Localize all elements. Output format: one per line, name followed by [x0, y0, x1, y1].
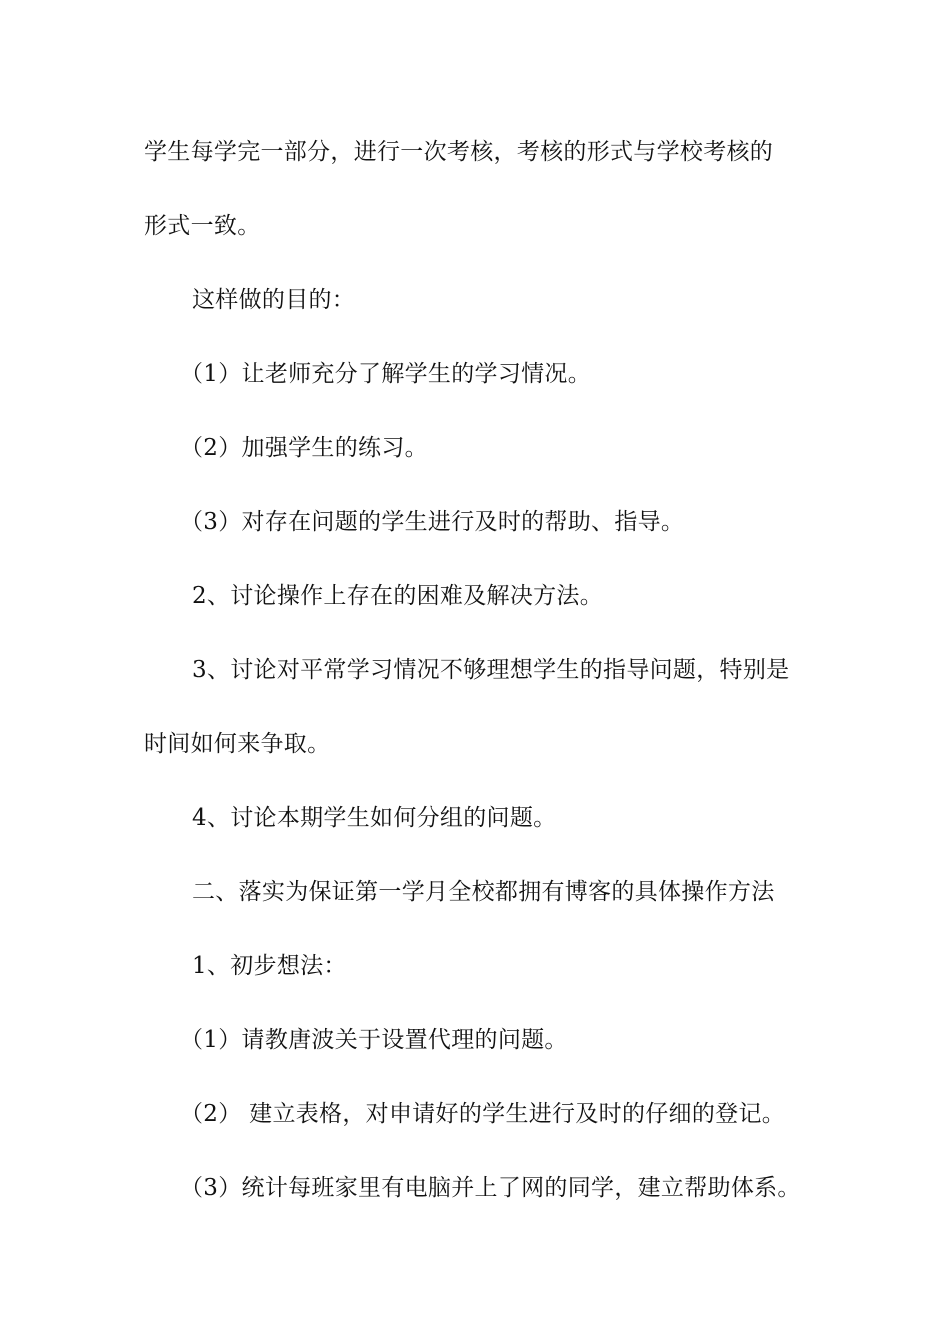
paragraph-line: 学生每学完一部分，进行一次考核，考核的形式与学校考核的	[144, 139, 774, 165]
list-item: （3）对存在问题的学生进行及时的帮助、指导。	[180, 509, 685, 535]
list-item: （1）让老师充分了解学生的学习情况。	[180, 361, 592, 387]
list-item: 1、初步想法：	[192, 953, 347, 979]
list-item: （3）统计每班家里有电脑并上了网的同学，建立帮助体系。	[180, 1175, 801, 1201]
section-heading: 二、落实为保证第一学月全校都拥有博客的具体操作方法	[192, 879, 775, 905]
paragraph-line: 形式一致。	[144, 213, 261, 239]
list-item: （1）请教唐波关于设置代理的问题。	[180, 1027, 568, 1053]
list-item: （2）加强学生的练习。	[180, 435, 428, 461]
paragraph-line: 时间如何来争取。	[144, 731, 331, 757]
list-item: 2、讨论操作上存在的困难及解决方法。	[192, 583, 604, 609]
list-item: 3、讨论对平常学习情况不够理想学生的指导问题，特别是	[192, 657, 790, 683]
list-item: 4、讨论本期学生如何分组的问题。	[192, 805, 557, 831]
paragraph-line: 这样做的目的：	[192, 287, 356, 313]
list-item: （2） 建立表格，对申请好的学生进行及时的仔细的登记。	[180, 1101, 786, 1127]
